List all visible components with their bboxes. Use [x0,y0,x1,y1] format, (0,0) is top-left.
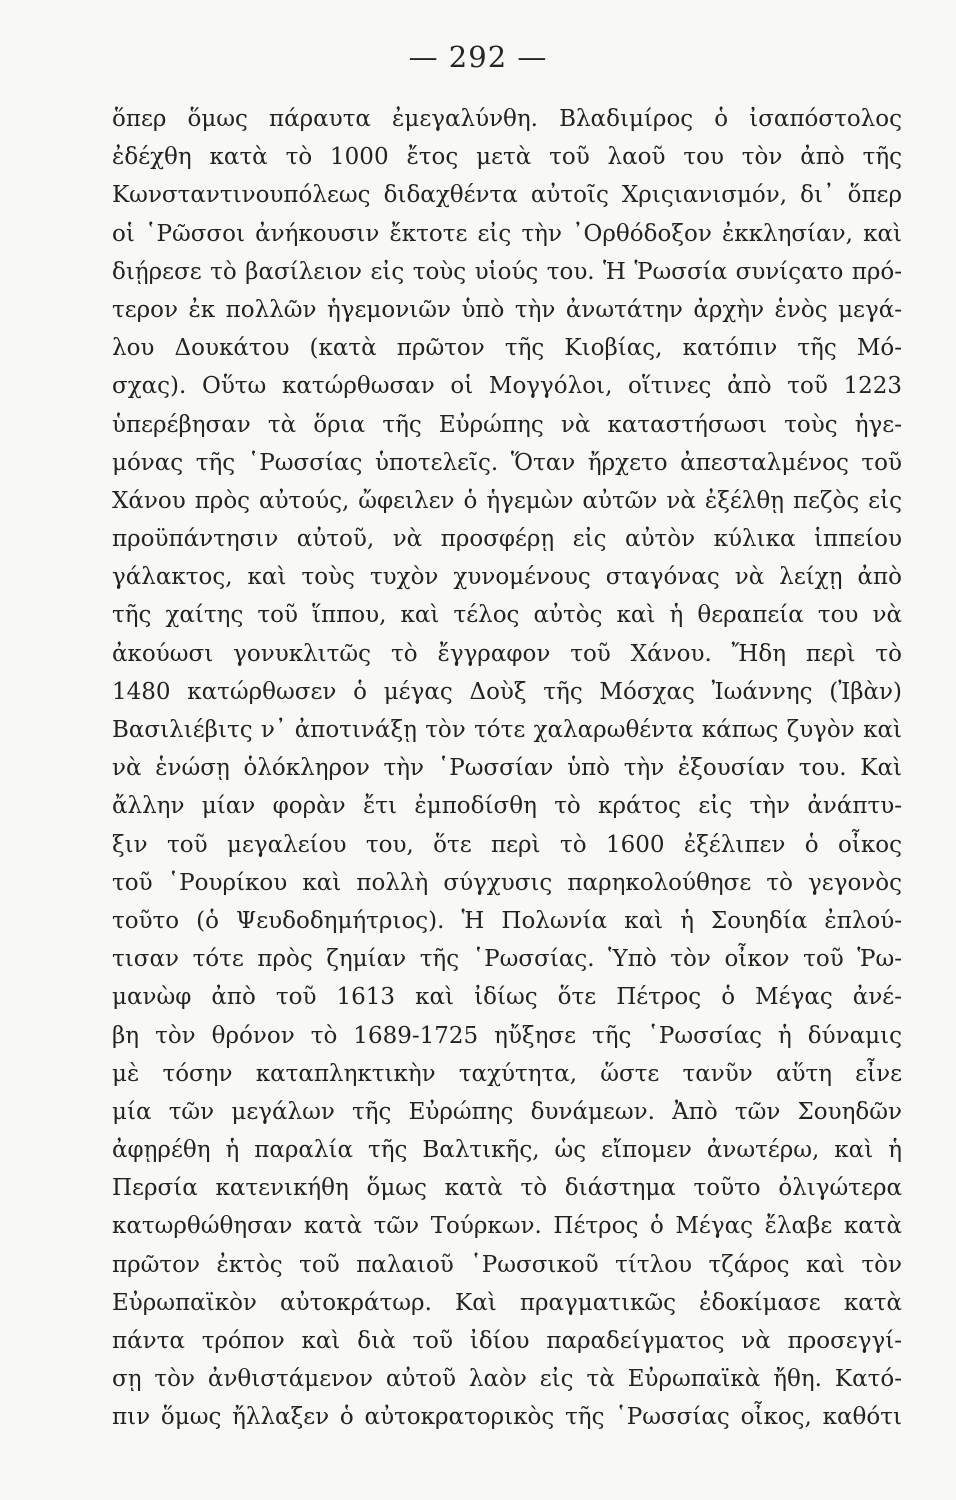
page-number-header: — 292 — [408,40,548,74]
text-line: νὰ ἑνώσῃ ὁλόκληρον τὴν ῾Ρωσσίαν ὑπὸ τὴν ἐξουσίαν του. Καὶ [112,755,902,782]
text-line: προϋπάντησιν αὐτοῦ, νὰ προσφέρῃ εἰς αὐτὸν κύλικα ἱππείου [112,526,902,553]
text-line: τοῦτο (ὁ Ψευδοδημήτριος). Ἡ Πολωνία καὶ ἡ Σουηδία ἐπλού- [112,907,902,934]
text-line: ξιν τοῦ μεγαλείου του, ὅτε περὶ τὸ 1600 ἐξέλιπεν ὁ οἶκος [112,831,902,858]
text-line: ἄλλην μίαν φορὰν ἔτι ἐμποδίσθη τὸ κράτος εἰς τὴν ἀνάπτυ- [112,793,902,820]
text-line: πιν ὅμως ἤλλαξεν ὁ αὐτοκρατορικὸς τῆς ῾Ρωσσίας οἶκος, καθότι [112,1404,902,1431]
text-line: μανὼφ ἀπὸ τοῦ 1613 καὶ ἰδίως ὅτε Πέτρος ὁ Μέγας ἀνέ- [112,984,902,1011]
text-line: τισαν τότε πρὸς ζημίαν τῆς ῾Ρωσσίας. Ὑπὸ τὸν οἶκον τοῦ Ῥω- [112,946,902,973]
text-line: πάντα τρόπον καὶ διὰ τοῦ ἰδίου παραδείγματος νὰ προσεγγί- [112,1328,902,1354]
text-line: τερον ἐκ πολλῶν ἡγεμονιῶν ὑπὸ τὴν ἀνωτάτην ἀρχὴν ἑνὸς μεγά- [112,296,902,323]
text-line: Εὐρωπαϊκὸν αὐτοκράτωρ. Καὶ πραγματικῶς ἐδοκίμασε κατὰ [112,1289,902,1316]
text-line: μόνας τῆς ῾Ρωσσίας ὑποτελεῖς. Ὅταν ἤρχετο ἀπεσταλμένος τοῦ [112,449,902,476]
text-line: βη τὸν θρόνον τὸ 1689-1725 ηὔξησε τῆς ῾Ρωσσίας ἡ δύναμις [112,1022,902,1049]
text-line: σχας). Οὕτω κατώρθωσαν οἱ Μογγόλοι, οἵτινες ἀπὸ τοῦ 1223 [112,373,902,400]
body-text [112,100,902,1437]
text-line: οἱ ῾Ρῶσσοι ἀνήκουσιν ἔκτοτε εἰς τὴν ᾿Ορθόδοξον ἐκκλησίαν, καὶ [112,220,902,247]
text-line: τοῦ ῾Ρουρίκου καὶ πολλὴ σύγχυσις παρηκολούθησε τὸ γεγονὸς [112,869,902,896]
text-line: τῆς χαίτης τοῦ ἵππου, καὶ τέλος αὐτὸς καὶ ἡ θεραπεία του νὰ [112,602,902,629]
text-line: ὅπερ ὅμως πάραυτα ἐμεγαλύνθη. Βλαδιμίρος ὁ ἰσαπόστολος [112,106,902,132]
text-line: διῄρεσε τὸ βασίλειον εἰς τοὺς υἱούς του. Ἡ Ῥωσσία συνίςατο πρό- [112,258,902,285]
text-line: ἀφῃρέθη ἡ παραλία τῆς Βαλτικῆς, ὡς εἴπομεν ἀνωτέρω, καὶ ἡ [112,1137,902,1164]
text-line: 1480 κατώρθωσεν ὁ μέγας Δοὺξ τῆς Μόσχας Ἰωάννης (Ἰβὰν) [112,678,902,705]
text-line: ἀκούωσι γονυκλιτῶς τὸ ἔγγραφον τοῦ Χάνου. Ἤδη περὶ τὸ [112,640,902,667]
text-line: μία τῶν μεγάλων τῆς Εὐρώπης δυνάμεων. Ἀπὸ τῶν Σουηδῶν [112,1098,902,1125]
text-line: μὲ τόσην καταπληκτικὴν ταχύτητα, ὥστε τανῦν αὕτη εἶνε [112,1060,902,1087]
text-line: λου Δουκάτου (κατὰ πρῶτον τῆς Κιοβίας, κατόπιν τῆς Μό- [112,335,902,362]
text-line: κατωρθώθησαν κατὰ τῶν Τούρκων. Πέτρος ὁ Μέγας ἔλαβε κατὰ [112,1213,902,1240]
text-line: Βασιλιέβιτς ν᾽ ἀποτινάξῃ τὸν τότε χαλαρωθέντα κάπως ζυγὸν καὶ [112,717,902,743]
text-line: σῃ τὸν ἀνθιστάμενον αὐτοῦ λαὸν εἰς τὰ Εὐρωπαϊκὰ ἤθη. Κατό- [112,1366,902,1393]
text-line: γάλακτος, καὶ τοὺς τυχὸν χυνομένους σταγόνας νὰ λείχῃ ἀπὸ [112,564,902,591]
text-line: Χάνου πρὸς αὐτούς, ὤφειλεν ὁ ἡγεμὼν αὐτῶν νὰ ἐξέλθῃ πεζὸς εἰς [112,487,902,514]
text-line: Περσία κατενικήθη ὅμως κατὰ τὸ διάστημα τοῦτο ὀλιγώτερα [112,1175,902,1202]
text-line: ἐδέχθη κατὰ τὸ 1000 ἔτος μετὰ τοῦ λαοῦ του τὸν ἀπὸ τῆς [112,144,902,171]
text-line: ὑπερέβησαν τὰ ὅρια τῆς Εὐρώπης νὰ καταστήσωσι τοὺς ἡγε- [112,411,902,438]
text-line: Κωνσταντινουπόλεως διδαχθέντα αὐτοῖς Χριςιανισμόν, δι᾽ ὅπερ [112,182,902,209]
text-line: πρῶτον ἐκτὸς τοῦ παλαιοῦ ῾Ρωσσικοῦ τίτλου τζάρος καὶ τὸν [112,1251,902,1278]
